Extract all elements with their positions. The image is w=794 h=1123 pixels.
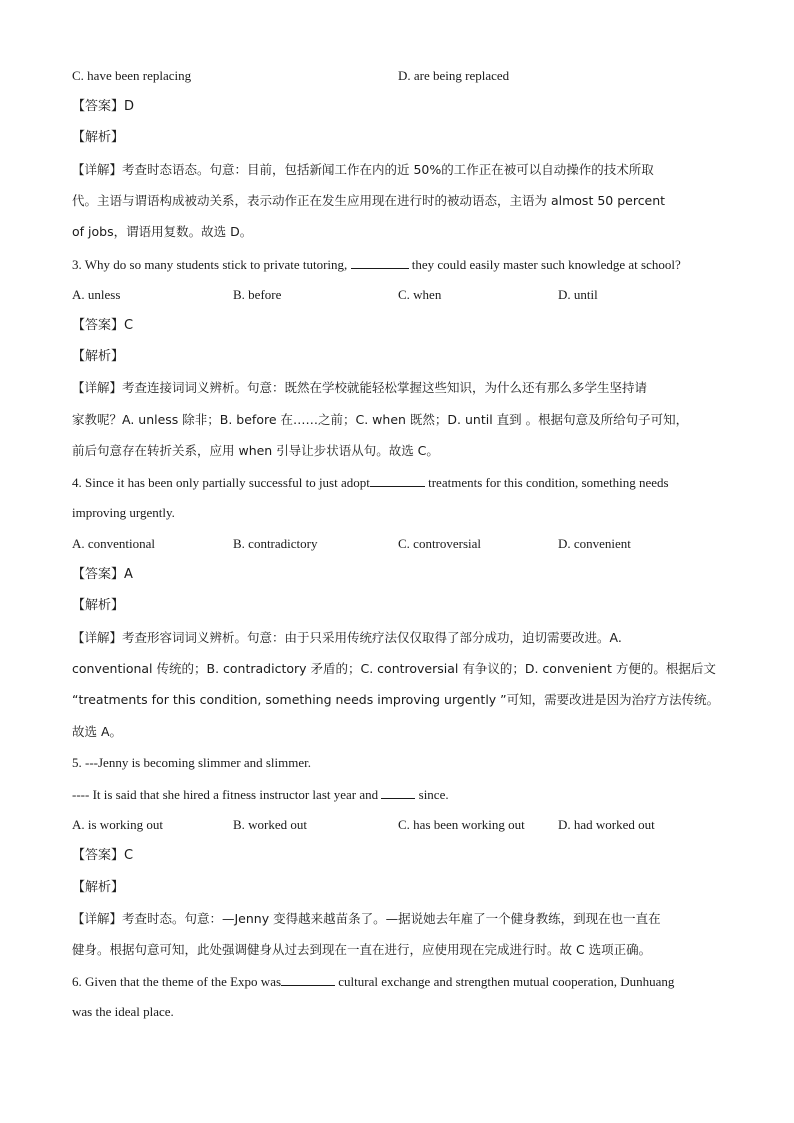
q3-option-b: B. before xyxy=(233,287,282,302)
q5-stem-line1: 5. ---Jenny is becoming slimmer and slimmer. xyxy=(72,755,312,770)
q4-detail-line3: “treatments for this condition, something needs improving urgently ”可知，需要改进是因为治疗方法传统。 xyxy=(72,692,720,707)
q5-option-b: B. worked out xyxy=(233,817,308,832)
q5-stem-part1: ---- It is said that she hired a fitness instructor last year and xyxy=(72,787,382,802)
q4-stem-part1: 4. Since it has been only partially successful to just adopt xyxy=(72,475,370,490)
q4-stem xyxy=(72,474,669,490)
q4-option-d: D. convenient xyxy=(558,536,631,551)
q4-detail-line2: conventional 传统的；B. contradictory 矛盾的；C. controversial 有争议的；D. convenient 方便的。根据后文 xyxy=(72,661,716,676)
q6-stem-part2: cultural exchange and strengthen mutual cooperation, Dunhuang xyxy=(335,974,675,989)
q2-detail-line1: 【详解】考查时态语态。句意：目前，包括新闻工作在内的近 50%的工作正在被可以自动操作的技术所取 xyxy=(72,162,654,177)
q5-answer: 【答案】C xyxy=(72,848,134,863)
q3-detail-line1: 【详解】考查连接词词义辨析。句意：既然在学校就能轻松掌握这些知识，为什么还有那么多学生坚持请 xyxy=(72,380,648,395)
q3-stem-part2: they could easily master such knowledge at school? xyxy=(408,257,681,272)
q4-stem-line2: improving urgently. xyxy=(72,505,175,520)
q4-detail-line4: 故选 A。 xyxy=(72,724,123,739)
q5-option-c: C. has been working out xyxy=(398,817,525,832)
q3-stem xyxy=(72,256,681,272)
q6-stem xyxy=(72,973,674,989)
q4-answer: 【答案】A xyxy=(72,567,133,582)
q5-detail-line2: 健身。根据句意可知，此处强调健身从过去到现在一直在进行，应使用现在完成进行时。故 C 选项正确。 xyxy=(72,942,652,957)
q3-analysis-label: 【解析】 xyxy=(72,349,125,364)
q5-blank xyxy=(381,786,415,799)
q5-stem-part2: since. xyxy=(415,787,449,802)
q6-stem-line2: was the ideal place. xyxy=(72,1004,174,1019)
q3-answer: 【答案】C xyxy=(72,318,134,333)
q2-option-c: C. have been replacing xyxy=(72,68,192,83)
q4-option-c: C. controversial xyxy=(398,536,482,551)
q3-detail-line2: 家教呢？A. unless 除非；B. before 在……之前；C. when 既然；D. until 直到 。根据句意及所给句子可知， xyxy=(72,412,689,427)
q4-stem-part2: treatments for this condition, something needs xyxy=(424,475,669,490)
q3-detail-line3: 前后句意存在转折关系，应用 when 引导让步状语从句。故选 C。 xyxy=(72,443,439,458)
q4-analysis-label: 【解析】 xyxy=(72,598,125,613)
q2-answer: 【答案】D xyxy=(72,99,135,114)
q4-option-b: B. contradictory xyxy=(233,536,318,551)
q5-option-a: A. is working out xyxy=(72,817,163,832)
q5-option-d: D. had worked out xyxy=(558,817,655,832)
q5-detail-line1: 【详解】考查时态。句意：—Jenny 变得越来越苗条了。—据说她去年雇了一个健身教练，到现在也一直在 xyxy=(72,911,661,926)
q3-stem-part1: 3. Why do so many students stick to private tutoring, xyxy=(72,257,351,272)
q5-stem-line2 xyxy=(72,786,449,802)
q5-analysis-label: 【解析】 xyxy=(72,880,125,895)
q2-option-d: D. are being replaced xyxy=(398,68,510,83)
q2-analysis-label: 【解析】 xyxy=(72,130,125,145)
q3-blank xyxy=(351,256,409,269)
q4-detail-line1: 【详解】考查形容词词义辨析。句意：由于只采用传统疗法仅仅取得了部分成功，迫切需要改进。A. xyxy=(72,630,622,645)
q4-option-a: A. conventional xyxy=(72,536,156,551)
q6-stem-part1: 6. Given that the theme of the Expo was xyxy=(72,974,282,989)
q3-option-a: A. unless xyxy=(72,287,121,302)
q6-blank xyxy=(281,973,335,986)
q4-blank xyxy=(370,474,425,487)
q3-option-c: C. when xyxy=(398,287,442,302)
q3-option-d: D. until xyxy=(558,287,598,302)
q2-detail-line3: of jobs，谓语用复数。故选 D。 xyxy=(72,224,253,239)
q2-detail-line2: 代。主语与谓语构成被动关系，表示动作正在发生应用现在进行时的被动语态，主语为 almost 50 percent xyxy=(72,193,666,208)
